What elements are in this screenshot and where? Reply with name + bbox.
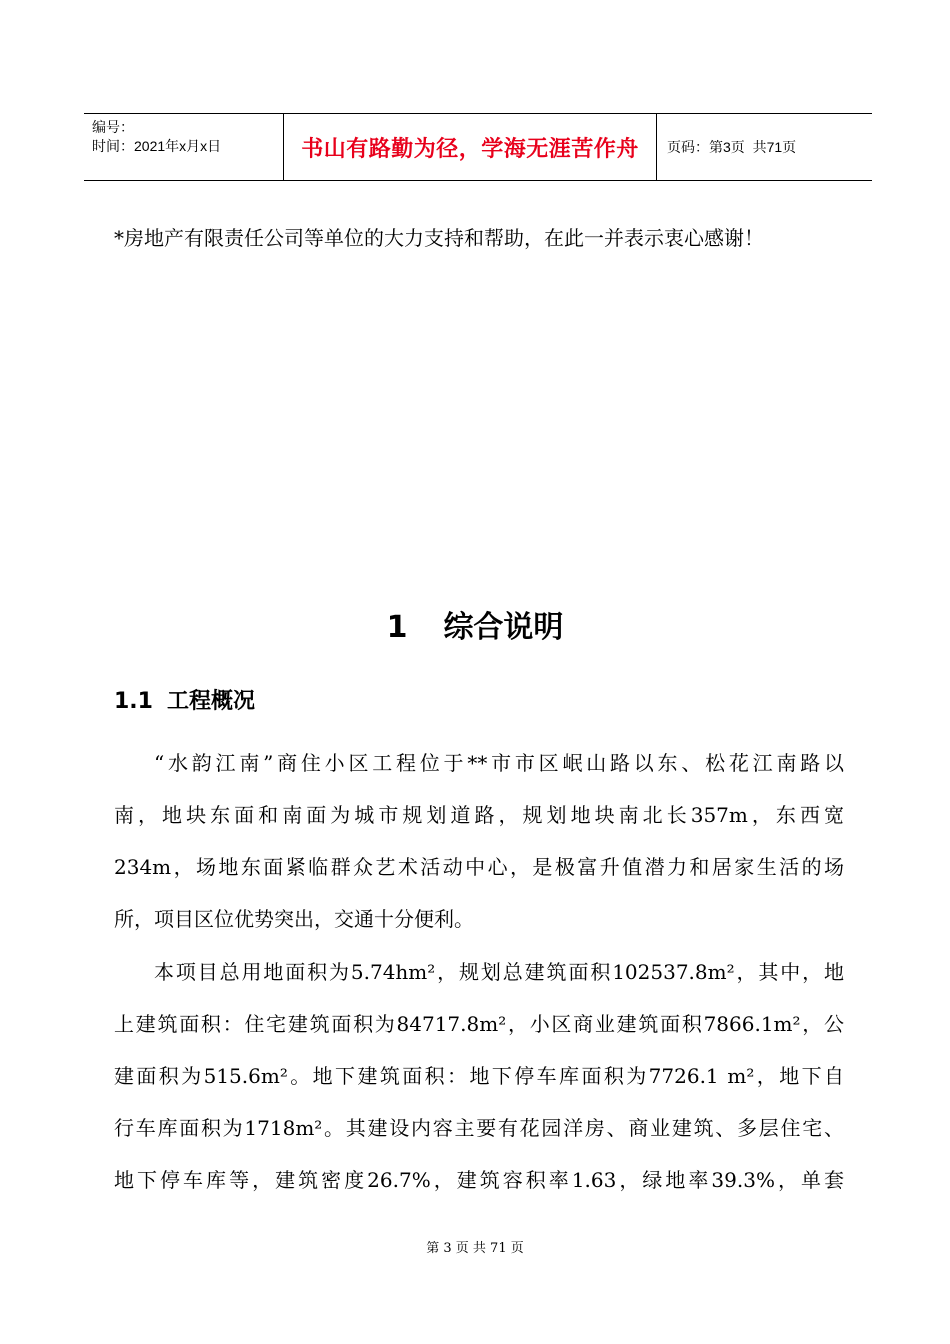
document-header [84, 113, 872, 181]
section-number: 1.1 [114, 689, 153, 714]
acknowledgement-line: *房地产有限责任公司等单位的大力支持和帮助，在此一并表示衷心感谢！ [114, 226, 764, 250]
header-meta-cell [84, 114, 284, 180]
paragraph-line: “水韵江南”商住小区工程位于**市市区岷山路以东、松花江南路以 [154, 751, 844, 775]
paragraph-line: 建面积为515.6m²。地下建筑面积：地下停车库面积为7726.1 m²，地下自 [114, 1064, 844, 1088]
chapter-number: 1 [386, 610, 408, 645]
page-footer: 第 3 页 共 71 页 [426, 1241, 524, 1256]
header-page-cell [657, 114, 872, 180]
header-page-info: 页码：第3页 共71页 [667, 139, 797, 155]
paragraph-line: 行车库面积为1718m²。其建设内容主要有花园洋房、商业建筑、多层住宅、 [114, 1116, 844, 1140]
section-title: 工程概况 [166, 689, 255, 714]
paragraph-line: 地下停车库等，建筑密度26.7%，建筑容积率1.63，绿地率39.3%，单套 [114, 1168, 844, 1192]
paragraph-line: 所，项目区位优势突出，交通十分便利。 [114, 907, 474, 931]
header-motto: 书山有路勤为径，学海无涯苦作舟 [301, 136, 639, 162]
area-paragraph [114, 946, 844, 1206]
paragraph-line: 本项目总用地面积为5.74hm²，规划总建筑面积102537.8m²，其中，地 [154, 960, 844, 984]
header-motto-cell [284, 114, 657, 180]
document-number-label: 编号： [92, 119, 134, 135]
chapter-title: 综合说明 [443, 610, 564, 645]
document-date: 时间：2021年x月x日 [92, 138, 222, 154]
chapter-heading [0, 602, 950, 646]
section-heading [114, 684, 255, 715]
paragraph-line: 南，地块东面和南面为城市规划道路，规划地块南北长357m，东西宽 [114, 803, 844, 827]
paragraph-line: 234m，场地东面紧临群众艺术活动中心，是极富升值潜力和居家生活的场 [114, 855, 844, 879]
overview-paragraph [114, 737, 844, 945]
paragraph-line: 上建筑面积：住宅建筑面积为84717.8m²，小区商业建筑面积7866.1m²，公 [114, 1012, 844, 1036]
